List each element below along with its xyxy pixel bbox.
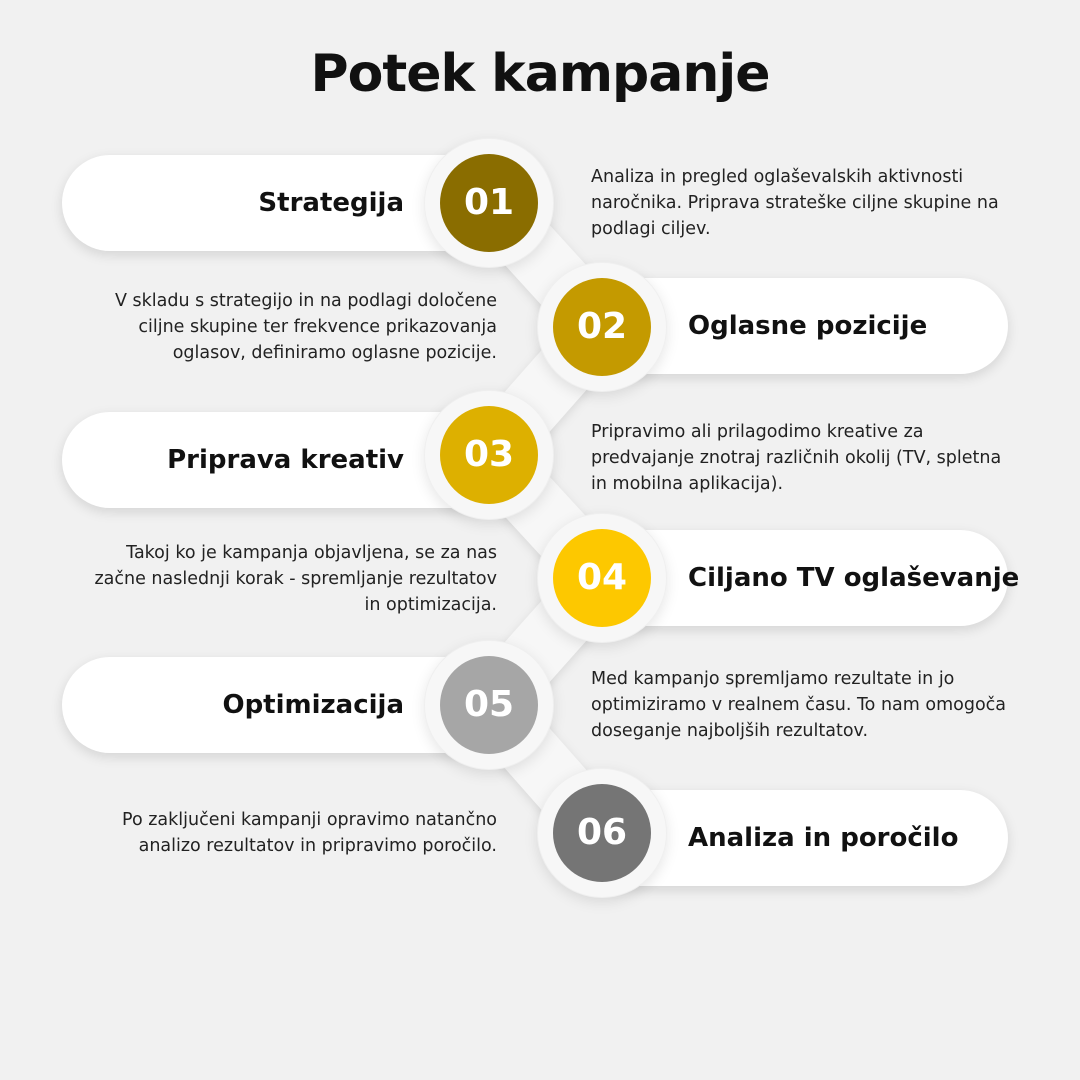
step-2-label: Oglasne pozicije [688,311,928,341]
step-4-label: Ciljano TV oglaševanje [688,563,1020,593]
step-2-number: 02 [553,278,651,376]
page-title: Potek kampanje [310,44,770,104]
step-3-label: Priprava kreativ [167,445,404,475]
step-1-description: Analiza in pregled oglaševalskih aktivnosti naročnika. Priprava strateške ciljne skupine na podlagi ciljev. [591,167,999,239]
step-3-description: Pripravimo ali prilagodimo kreative za predvajanje znotraj različnih okolij (TV, spletna in mobilna aplikacija). [591,422,1002,494]
step-4-description: Takoj ko je kampanja objavljena, se za nas začne naslednji korak - spremljanje rezultatov in optimizacija. [94,543,497,615]
step-4-ring [537,513,667,643]
step-6-number: 06 [553,784,651,882]
step-1-label: Strategija [258,188,404,218]
step-1-number: 01 [440,154,538,252]
step-5-number: 05 [440,656,538,754]
step-6-label: Analiza in poročilo [688,823,959,853]
step-1-ring [424,138,554,268]
step-2-ring [537,262,667,392]
step-2-description: V skladu s strategijo in na podlagi določene ciljne skupine ter frekvence prikazovanja oglasov, definiramo oglasne pozicije. [114,291,497,363]
step-5-label: Optimizacija [222,690,404,720]
step-4-number: 04 [553,529,651,627]
step-3-number: 03 [440,406,538,504]
step-3-ring [424,390,554,520]
step-5-description: Med kampanjo spremljamo rezultate in jo optimiziramo v realnem času. To nam omogoča doseganje najboljših rezultatov. [591,669,1006,741]
step-6-ring [537,768,667,898]
step-5-ring [424,640,554,770]
step-6-description: Po zaključeni kampanji opravimo natančno analizo rezultatov in pripravimo poročilo. [122,810,497,856]
